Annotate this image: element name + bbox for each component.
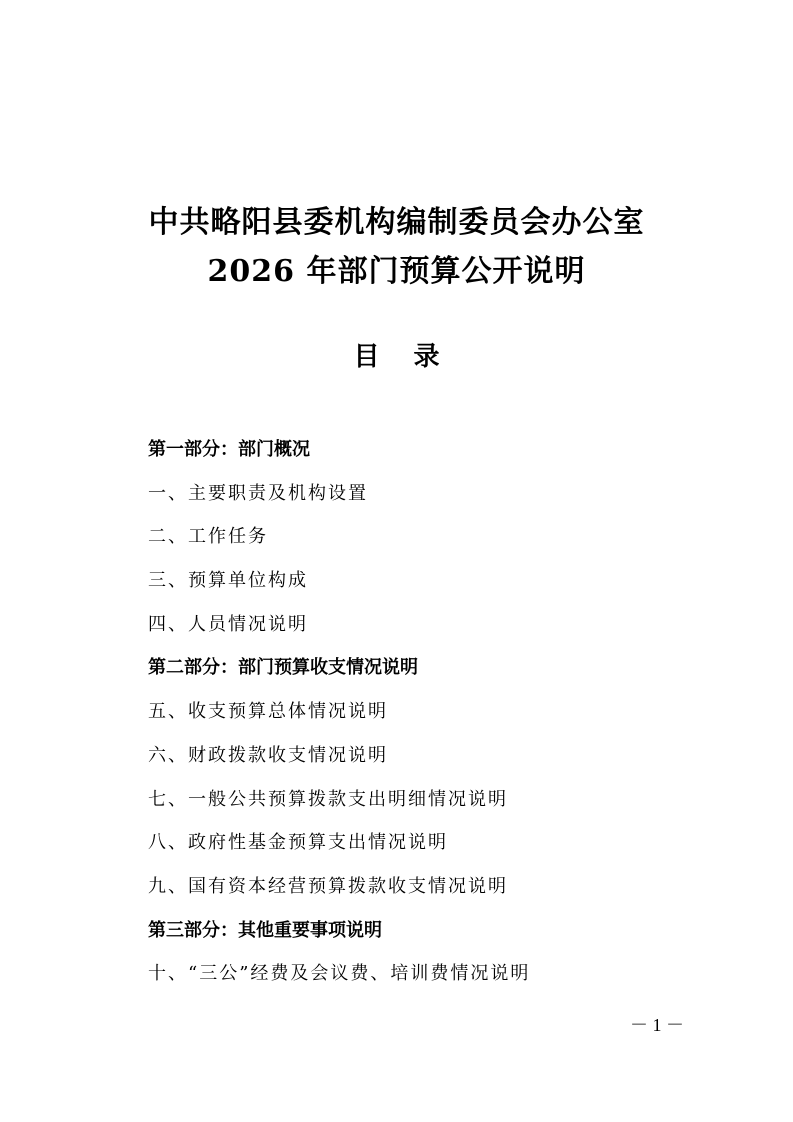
toc-part-3: 第三部分：其他重要事项说明 [148,919,382,941]
toc-part-2: 第二部分：部门预算收支情况说明 [148,657,418,679]
toc-heading-char-2: 录 [413,342,440,372]
toc-item-1: 一、主要职责及机构设置 [148,482,368,504]
toc-heading-char-1: 目 [353,342,380,372]
toc-item-3: 三、预算单位构成 [148,570,308,592]
toc-item-6: 六、财政拨款收支情况说明 [148,744,388,766]
page-number: － 1 － [630,1015,684,1035]
toc-item-5: 五、收支预算总体情况说明 [148,701,388,723]
toc-item-4: 四、人员情况说明 [148,613,308,635]
document-title-line2: 2026 年部门预算公开说明 [207,254,586,289]
document-title-line1: 中共略阳县委机构编制委员会办公室 [148,205,645,240]
toc-item-9: 九、国有资本经营预算拨款收支情况说明 [148,875,508,897]
table-of-contents [148,428,748,996]
toc-heading [0,339,793,375]
toc-part-1: 第一部分：部门概况 [148,439,310,460]
toc-item-7: 七、一般公共预算拨款支出明细情况说明 [148,788,508,810]
toc-item-2: 二、工作任务 [148,526,268,548]
toc-item-8: 八、政府性基金预算支出情况说明 [148,832,448,854]
toc-item-10: 十、“三公”经费及会议费、培训费情况说明 [148,963,531,985]
